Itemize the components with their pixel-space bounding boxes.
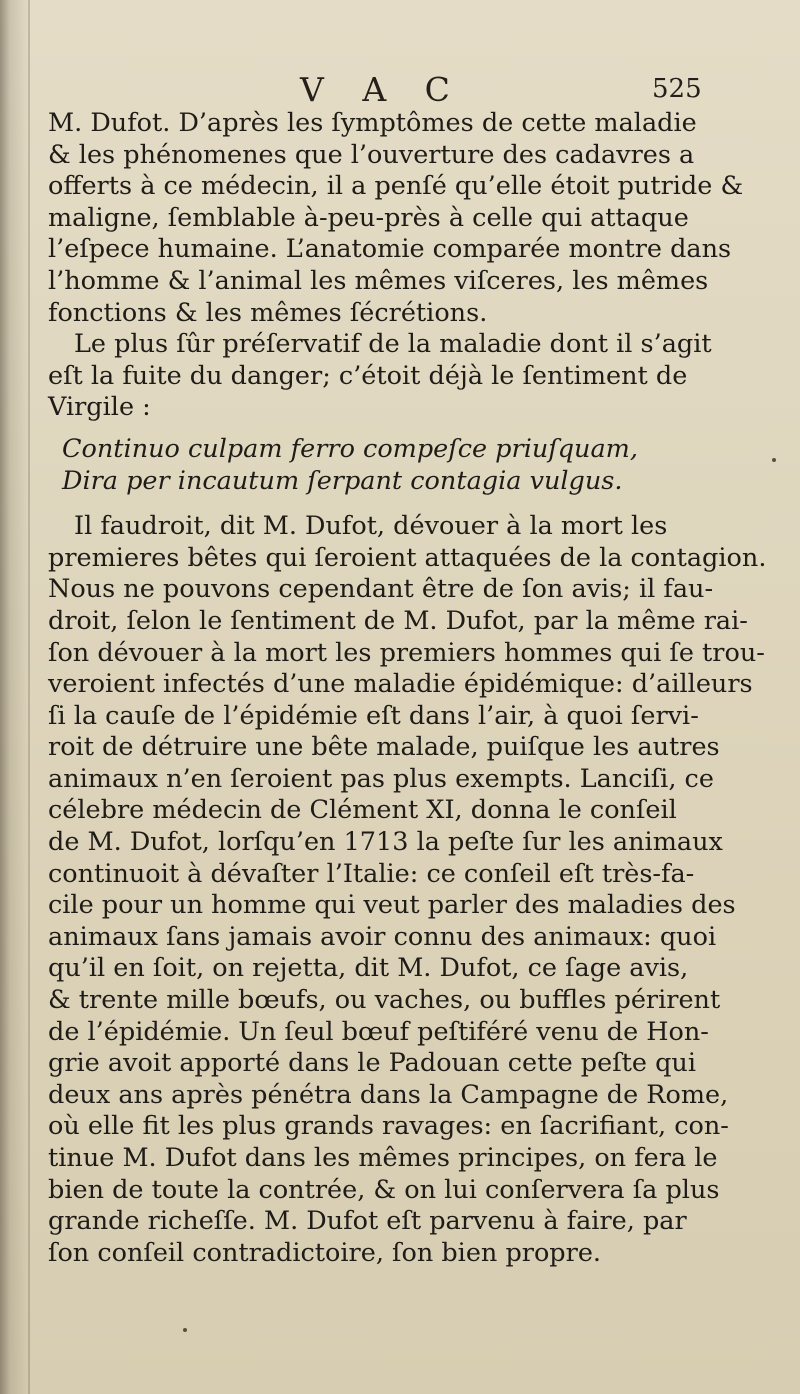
text-line: où elle fit les plus grands ravages: en ſacrifiant, con- xyxy=(48,1111,729,1142)
text-line: animaux n’en ſeroient pas plus exempts. Lanciſi, ce xyxy=(48,763,714,794)
text-line: continuoit à dévaſter l’Italie: ce conſeil eſt très-fa- xyxy=(48,858,695,889)
verse-spacing xyxy=(48,497,780,511)
text-line: maligne, ſemblable à-peu-près à celle qui attaque xyxy=(48,202,689,233)
text-line: roit de détruire une bête malade, puiſque les autres xyxy=(48,732,720,763)
text-line: tinue M. Dufot dans les mêmes principes, on fera le xyxy=(48,1143,718,1173)
page-number: 525 xyxy=(652,74,702,104)
text-line: droit, ſelon le ſentiment de M. Dufot, par la même rai- xyxy=(48,605,748,636)
text-line: cile pour un homme qui veut parler des maladies des xyxy=(48,890,736,921)
verse-spacing xyxy=(48,424,780,434)
text-line: l’homme & l’animal les mêmes viſceres, les mêmes xyxy=(48,265,709,296)
paper-speck xyxy=(772,458,776,462)
text-line: l’eſpece humaine. L’anatomie comparée montre dans xyxy=(48,234,732,265)
text-line: ſon dévouer à la mort les premiers hommes qui ſe trou- xyxy=(48,637,765,668)
text-line: grie avoit apporté dans le Padouan cette peſte qui xyxy=(48,1048,696,1079)
text-line: premieres bêtes qui ſeroient attaquées de la contagion. xyxy=(48,542,767,573)
paragraph-start-line: Il faudroit, dit M. Dufot, dévouer à la mort les xyxy=(74,511,668,542)
paper-speck xyxy=(183,1328,187,1332)
text-line: ſon conſeil contradictoire, ſon bien propre. xyxy=(48,1237,602,1268)
text-line: fonctions & les mêmes ſécrétions. xyxy=(48,297,488,328)
text-line: deux ans après pénétra dans la Campagne de Rome, xyxy=(48,1079,729,1110)
text-line: & trente mille bœufs, ou vaches, ou buffles périrent xyxy=(48,985,721,1016)
paragraph-start-line: Le plus ſûr préſervatif de la maladie dont il s’agit xyxy=(74,329,712,360)
text-line: & les phénomenes que l’ouverture des cadavres a xyxy=(48,139,695,170)
text-line: ſi la cauſe de l’épidémie eſt dans l’air, à quoi ſervi- xyxy=(48,700,699,731)
binding-shadow xyxy=(28,0,30,1394)
verse-line: Dira per incautum ſerpant contagia vulgus. xyxy=(62,465,623,496)
text-line: Nous ne pouvons cependant être de ſon avis; il fau- xyxy=(48,574,714,605)
text-line: M. Dufot. D’après les ſymptômes de cette maladie xyxy=(48,108,697,138)
text-line: animaux ſans jamais avoir connu des animaux: quoi xyxy=(48,921,717,952)
text-line: de M. Dufot, lorſqu’en 1713 la peſte ſur les animaux xyxy=(48,827,723,858)
text-line: de l’épidémie. Un ſeul bœuf peſtiféré venu de Hon- xyxy=(48,1016,709,1047)
text-line: offerts à ce médecin, il a penſé qu’elle étoit putride & xyxy=(48,171,744,202)
text-line: eſt la fuite du danger; c’étoit déjà le ſentiment de xyxy=(48,360,688,391)
text-line: veroient infectés d’une maladie épidémique: d’ailleurs xyxy=(48,669,753,700)
body-text xyxy=(48,108,780,1269)
text-line: bien de toute la contrée, & on lui conſervera ſa plus xyxy=(48,1174,720,1205)
text-line: qu’il en ſoit, on rejetta, dit M. Dufot, ce ſage avis, xyxy=(48,953,689,984)
text-line: Virgile : xyxy=(48,392,151,423)
text-line: célebre médecin de Clément XI, donna le conſeil xyxy=(48,795,677,826)
text-line: grande richeſſe. M. Dufot eſt parvenu à faire, par xyxy=(48,1206,687,1237)
verse-line: Continuo culpam ferro compeſce priuſquam, xyxy=(62,433,638,464)
running-head-title: V A C xyxy=(300,70,464,109)
